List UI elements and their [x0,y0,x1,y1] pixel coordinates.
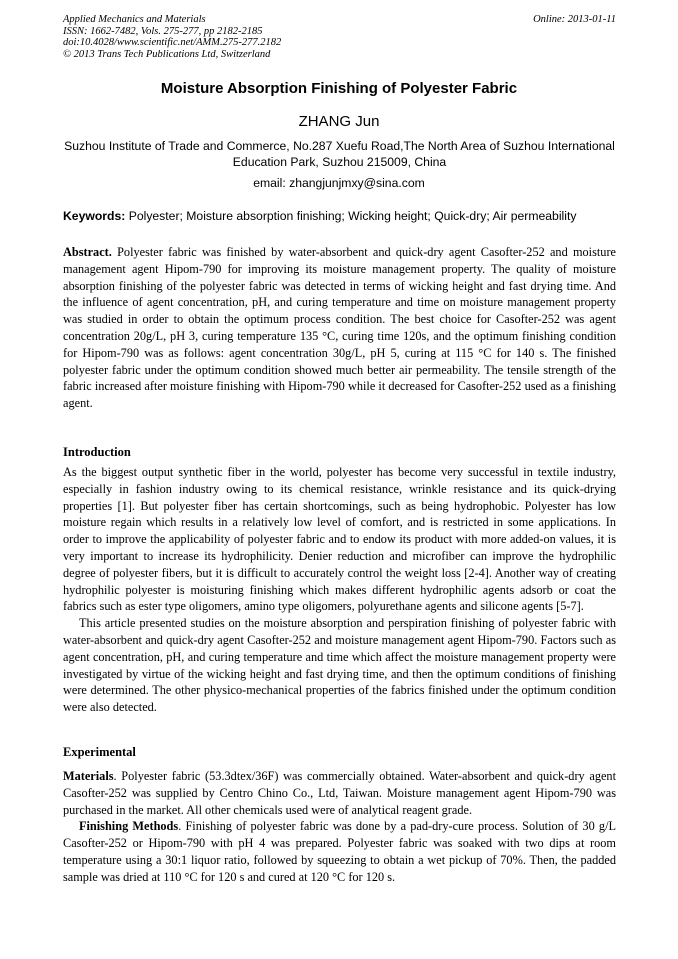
introduction-paragraph-2: This article presented studies on the moisture absorption and perspiration finishing of polyester fabric with water-absorbent and quick-dry agent Casofter-252 and moisture management agent Hipom-790. Factors such as agent concentration, pH, and curing temperature and time which affect the moisture management property were investigated by virtue of the wicking height and fast drying time, and then the optimum conditions of finishing were determined. The other physico-mechanical properties of the fabrics finished under the optimum condition were also detected. [63,616,616,715]
introduction-heading: Introduction [63,445,131,459]
copyright-line: © 2013 Trans Tech Publications Ltd, Switzerland [63,48,271,60]
experimental-heading: Experimental [63,745,136,759]
methods-text: . Finishing of polyester fabric was done by a pad-dry-cure process. Solution of 30 g/L Casofter-252 or Hipom-790 with pH 4 was prepared. Polyester fabric was soaked with two dips at room temperature using a 30:1 liquor ratio, followed by squeezing to obtain a wet pickup of 70%. Then, the padded sample was dried at 110 °C for 120 s and cured at 120 °C for 120 s. [63,819,616,884]
author-email: email: zhangjunjmxy@sina.com [253,176,425,190]
doi-line: doi:10.4028/www.scientific.net/AMM.275-277.2182 [63,37,282,48]
experimental-body [63,768,616,886]
keywords [63,209,616,223]
materials-label: Materials [63,769,114,783]
introduction-paragraph-1: As the biggest output synthetic fiber in the world, polyester has become very successful in textile industry, especially in fashion industry owing to its chemical resistance, wrinkle resistance and its quick-drying properties [1]. But polyester fiber has certain shortcomings, such as being hydrophobic. Polyester has low moisture regain which results in a relatively low level of comfort, and is restricted in some applications. In order to improve the applicability of polyester fabric and to endow its product with more added-on values, it is very important to increase its hydrophilicity. Denier reduction and microfiber can improve the hydrophilic degree of polyester fibers, but it is difficult to accurately control the weight loss [2-4]. Another way of creating hydrophilic polyester is moisturing finishing which makes different hydrophilic agents adsorb or coat the fabrics such as ester type oligomers, amino type oligomers, polyurethane agents and silicone agents [5-7]. [63,465,616,614]
journal-name: Applied Mechanics and Materials [63,14,206,25]
introduction-body [63,464,616,716]
author-name: ZHANG Jun [298,113,380,130]
abstract [63,244,616,412]
methods-label: Finishing Methods [79,819,179,834]
paper-title: Moisture Absorption Finishing of Polyester Fabric [160,80,518,97]
issn-line: ISSN: 1662-7482, Vols. 275-277, pp 2182-2185 [63,25,263,37]
keywords-label: Keywords: [63,209,126,223]
affiliation: Suzhou Institute of Trade and Commerce, No.287 Xuefu Road,The North Area of Suzhou International Education Park, Suzhou 215009, China [64,139,615,169]
abstract-label: Abstract. [63,245,112,259]
online-date: Online: 2013-01-11 [533,14,616,25]
materials-text: . Polyester fabric (53.3dtex/36F) was commercially obtained. Water-absorbent and quick-dry agent Casofter-252 was supplied by Centro Chino Co., Ltd, Taiwan. Moisture management agent Hipom-790 was purchased in the market. All other chemicals used were of analytical reagent grade. [63,769,616,817]
journal-header [63,14,616,60]
materials-paragraph [63,768,616,818]
abstract-text: Polyester fabric was finished by water-absorbent and quick-dry agent Casofter-252 and moisture management agent Hipom-790 for improving its moisture management property. The quality of moisture absorption finishing of the polyester fabric was detected in terms of wicking height and fast drying time. And the influence of agent concentration, pH, and curing temperature and time on moisture management property was studied in order to obtain the optimum process condition. The best choice for Casofter-252 was agent concentration 20g/L, pH 3, curing temperature 135 °C, curing time 120s, and the optimum finishing condition for Hipom-790 was as follows: agent concentration 30g/L, pH 5, curing at 115 °C for 140 s. The finished polyester fabric under the optimum condition showed much better air permeability. The tensile strength of the fabric increased after moisture finishing with Hipom-790 while it decreased for Casofter-252 used as a finishing agent. [63,245,616,411]
keywords-text: Polyester; Moisture absorption finishing; Wicking height; Quick-dry; Air permeability [125,209,577,223]
methods-paragraph [63,818,616,885]
